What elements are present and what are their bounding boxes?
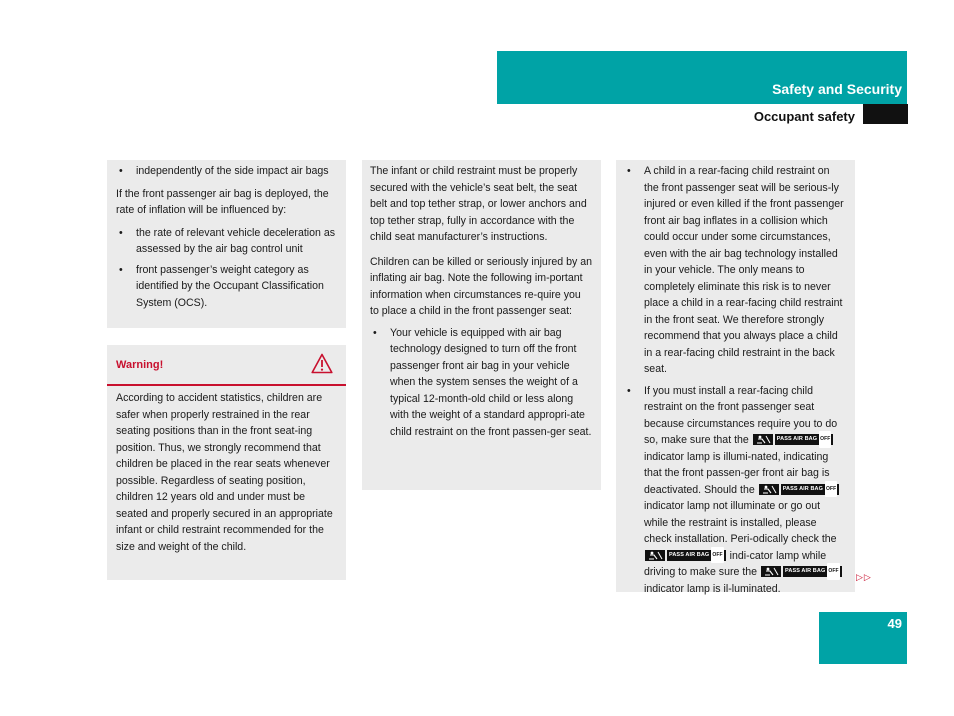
inflation-intro: If the front passenger air bag is deployed, the rate of inflation will be influenced by: xyxy=(116,187,329,216)
warning-text: According to accident statistics, children are safer when properly restrained in the rear seating positions than in the front seat-ing position. Thus, we strongly recommend that children be placed in the rear seats whenever possible. Regardless of seating position, children 12 years old and under must be seated and properly secured in an appropriate infant or child restraint recommended for the size and weight of the child. xyxy=(116,392,333,553)
list-item: • independently of the side impact air bags xyxy=(116,163,337,180)
children-paragraph: Children can be killed or seriously injured by an inflating air bag. Note the following im-portant information when circumstances re-quire you to place a child in the front passenger seat: xyxy=(370,255,592,317)
column-3-box xyxy=(616,160,855,595)
list-item: • If you must install a rear-facing child restraint on the front passenger seat because circumstances require you to do so, make sure that the PASS AIR BAG OFF indicator lamp is illumi-nated, indicating that the front passen-ger front air bag is deactivated. Should the PASS AIR BAG OFF indicator lamp not illuminate or go out while the restraint is installed, please check installation. Peri-odically check the PASS AIR BAG OFF indi-cator lamp while driving to make sure the PASS AIR BAG OFF indicator lamp is il-luminated. xyxy=(624,383,846,598)
child-seat-icon xyxy=(753,434,773,445)
pass-air-bag-off-lamp-icon: PASS AIR BAG OFF xyxy=(759,484,840,495)
child-seat-icon xyxy=(759,484,779,495)
warning-box xyxy=(107,345,346,580)
warning-label: Warning! xyxy=(116,359,164,371)
pass-air-bag-off-lamp-icon: PASS AIR BAG OFF xyxy=(753,434,834,445)
column-2-box xyxy=(362,160,601,490)
page-number: 49 xyxy=(887,616,902,631)
subsection-title: Occupant safety xyxy=(753,109,855,124)
list-item: • front passenger’s weight category as identified by the Occupant Classification System (OCS). xyxy=(116,262,337,312)
subsection-marker xyxy=(863,104,908,124)
list-item: • A child in a rear-facing child restraint on the front passenger seat will be serious-ly injured or even killed if the front passenger front air bag inflates in a collision which could occur under some circumstances, even with the air bag technology installed in your vehicle. The only means to completely eliminate this risk is to never place a child in a rear-facing child restraint in the front seat. We therefore strongly recommend that you always place a child in a rear-facing child restraint in the back seat. xyxy=(624,163,846,378)
warning-triangle-icon xyxy=(311,353,333,374)
child-seat-icon xyxy=(645,550,665,561)
continued-arrows-icon: ▷▷ xyxy=(856,572,872,582)
child-seat-icon xyxy=(761,566,781,577)
pass-air-bag-off-lamp-icon: PASS AIR BAG OFF xyxy=(645,550,726,561)
warning-header xyxy=(107,345,346,386)
pass-air-bag-off-lamp-icon: PASS AIR BAG OFF xyxy=(761,566,842,577)
section-title: Safety and Security xyxy=(772,81,902,97)
restraint-paragraph: The infant or child restraint must be properly secured with the vehicle’s seat belt, the seat belt and top tether strap, or lower anchors and top tether strap, fully in accordance with the child seat manufacturer’s instructions. xyxy=(370,165,587,243)
column-1-box xyxy=(107,160,346,328)
list-item: • the rate of relevant vehicle deceleration as assessed by the air bag control unit xyxy=(116,225,337,258)
list-item: • Your vehicle is equipped with air bag technology designed to turn off the front passenger front air bag in your vehicle when the system senses the weight of a typical 12-month-old child or less along with the weight of a standard appropri-ate child restraint on the front passen-ger seat. xyxy=(370,325,592,441)
